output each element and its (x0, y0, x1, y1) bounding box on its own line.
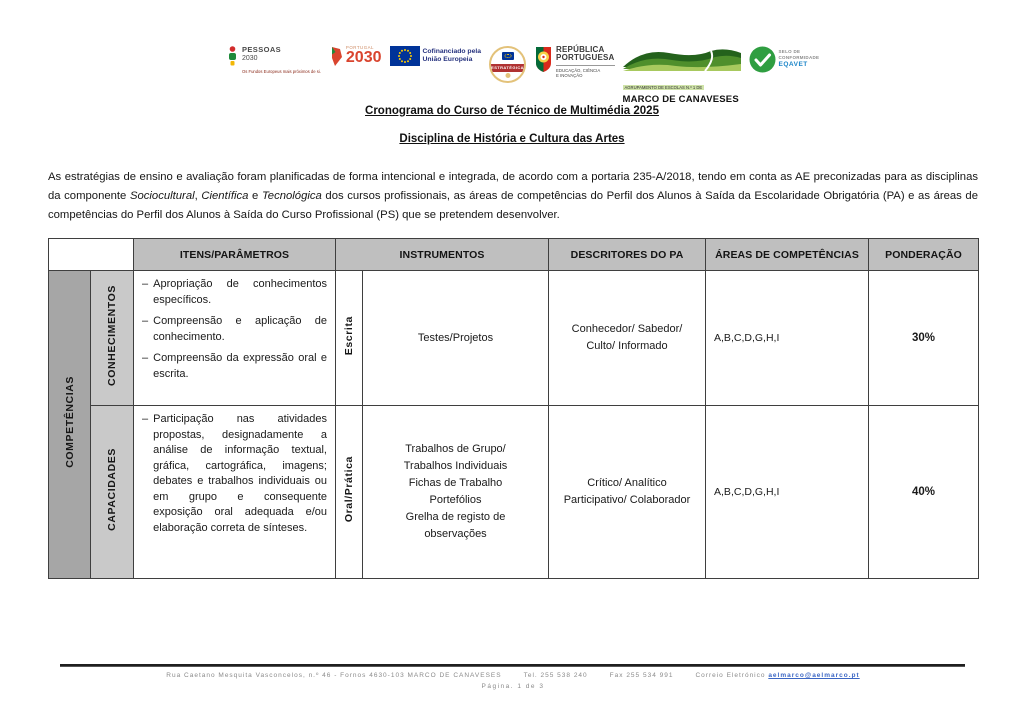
descriptor-line: Crítico/ Analítico (587, 477, 667, 489)
areas-conhecimentos: A,B,C,D,G,H,I (706, 271, 869, 406)
republica-sub2: E INOVAÇÃO (556, 73, 583, 79)
descriptors-capacidades (549, 406, 706, 579)
green-hills-icon (623, 58, 741, 75)
instrument-item: Testes/Projetos (417, 331, 494, 344)
header-ponderacao: PONDERAÇÃO (869, 239, 979, 271)
header-logos (226, 45, 820, 105)
areas-capacidades: A,B,C,D,G,H,I (706, 406, 869, 579)
items-capacidades (134, 406, 336, 579)
competencias-vertical-label: COMPETÊNCIAS (63, 376, 76, 468)
portugal-label: PORTUGAL (345, 45, 374, 50)
descriptors-conhecimentos (549, 271, 706, 406)
footer-tel: Tel. 255 538 240 (523, 672, 588, 679)
instrument-item: Trabalhos Individuais (403, 460, 508, 472)
eqavet-name: EQAVET (778, 61, 808, 69)
republica-line2: PORTUGUESA (556, 53, 615, 63)
category-conhecimentos (91, 271, 134, 406)
intro-text-1: As estratégias de ensino e avaliação foram planificadas de forma intencional e integrada, de acordo com a portaria 235-A/2018, tendo em conta as AE preconizadas para as disciplinas da componente (48, 171, 978, 202)
category-capacidades (91, 406, 134, 579)
intro-paragraph (48, 168, 978, 225)
instrument-item: Grelha de registo de observações (405, 511, 506, 540)
intro-text-2: dos cursos profissionais, as áreas de competências do Perfil dos Alunos à Saída da Escolaridade Obrigatória (PA) e as áreas de competências do Perfil dos Alunos à Saída do Curso Profissional (PS) que se pretendem desenvolver. (48, 190, 978, 221)
mode-oral-pratica (336, 406, 363, 579)
header-itens-parametros: ITENS/PARÂMETROS (134, 239, 336, 271)
portugal-2030-icon (329, 46, 343, 72)
page-title: Cronograma do Curso de Técnico de Multimédia 2025 (365, 105, 659, 117)
list-item: – Compreensão e aplicação de conhecimento. (142, 314, 327, 345)
eqavet-sub2: CONFORMIDADE (778, 55, 820, 61)
items-conhecimentos (134, 271, 336, 406)
badge-eu-flag-icon (502, 52, 514, 60)
page-subtitle: Disciplina de História e Cultura das Artes (399, 133, 625, 145)
marco-de-canaveses-logo (623, 46, 741, 105)
pessoas-tagline: Os Fundos Europeus mais próximos de si. (242, 68, 321, 74)
capacidades-vertical-label: CAPACIDADES (106, 448, 118, 531)
list-item: – Apropriação de conhecimentos específicos. (142, 277, 327, 308)
mode-escrita (336, 271, 363, 406)
descriptor-line: Conhecedor/ Sabedor/ (571, 323, 683, 335)
descriptor-line: Participativo/ Colaborador (563, 494, 691, 506)
list-item: – Compreensão da expressão oral e escrita. (142, 351, 327, 382)
footer-fax: Fax 255 534 991 (609, 672, 674, 679)
instrument-item: Portefólios (429, 494, 482, 506)
intro-italic-tecnologica: Tecnológica (261, 190, 322, 202)
eu-cofinanced-logo (390, 46, 482, 71)
conhecimentos-vertical-label: CONHECIMENTOS (106, 285, 118, 386)
competencias-table (48, 238, 979, 579)
eqavet-logo (749, 46, 820, 78)
estrategica-badge-icon (489, 46, 526, 83)
badge-dot (505, 73, 510, 78)
footer-address: Rua Caetano Mesquita Vasconcelos, n.º 46 - Fornos 4630-103 MARCO DE CANAVESES (166, 672, 502, 679)
pessoas-label: PESSOAS (242, 45, 282, 54)
header-instrumentos: INSTRUMENTOS (336, 239, 549, 271)
agrupamento-name: MARCO DE CANAVESES (622, 94, 739, 105)
intro-sep-1: , (194, 190, 202, 202)
header-areas-competencias: ÁREAS DE COMPETÊNCIAS (706, 239, 869, 271)
eu-flag-icon (390, 46, 420, 71)
agrupamento-sublabel: AGRUPAMENTO DE ESCOLAS N.º 1 DE (624, 85, 703, 90)
list-item: – Participação nas atividades propostas, designadamente a análise de informação textual, gráfica, cartográfica, imagens; debates e trabalhos individuais ou em grupo e consequente exposição oral adequada e/ou elaboração correta de sínteses. (142, 412, 327, 536)
table-corner-blank (49, 239, 134, 271)
footer-contact (48, 672, 978, 679)
pessoas-2030-logo (226, 46, 321, 74)
instruments-capacidades (363, 406, 549, 579)
footer-email-group (695, 672, 859, 679)
eu-cofinanced-line1: Cofinanciado pela (422, 48, 482, 55)
republica-sub1: EDUCAÇÃO, CIÊNCIA (556, 67, 601, 73)
instrument-item: Fichas de Trabalho (408, 477, 503, 489)
header-descritores-pa: DESCRITORES DO PA (549, 239, 706, 271)
weight-conhecimentos: 30% (869, 271, 979, 406)
portugal-2030-logo (329, 46, 382, 72)
email-link[interactable]: aelmarco@aelmarco.pt (768, 672, 860, 679)
republica-emblem-icon (534, 46, 553, 78)
portugal-year: 2030 (345, 49, 382, 67)
instruments-conhecimentos (363, 271, 549, 406)
weight-capacidades: 40% (869, 406, 979, 579)
pessoas-year: 2030 (242, 54, 258, 62)
footer-page-number: Página. 1 de 3 (481, 683, 545, 690)
eqavet-sub1: SELO DE (778, 49, 801, 54)
escrita-vertical-label: Escrita (343, 315, 355, 356)
republica-portuguesa-logo (534, 46, 614, 79)
intro-italic-sociocultural: Sociocultural (129, 190, 195, 202)
pessoas-2030-icon (226, 46, 239, 72)
oral-pratica-vertical-label: Oral/Prática (343, 456, 355, 523)
eu-cofinanced-line2: União Europeia (422, 56, 473, 64)
republica-line1: REPÚBLICA (556, 45, 605, 54)
badge-band-label: ESTRATÉGICA (489, 64, 526, 72)
footer-email-label: Correio Eletrónico (695, 672, 766, 679)
instrument-item: Trabalhos de Grupo/ (405, 443, 506, 455)
intro-sep-2: e (248, 190, 262, 202)
row-group-competencias (49, 271, 91, 579)
intro-italic-cientifica: Científica (201, 190, 249, 202)
footer-divider (60, 664, 965, 667)
descriptor-line: Culto/ Informado (586, 340, 668, 352)
eqavet-check-icon (749, 46, 776, 78)
